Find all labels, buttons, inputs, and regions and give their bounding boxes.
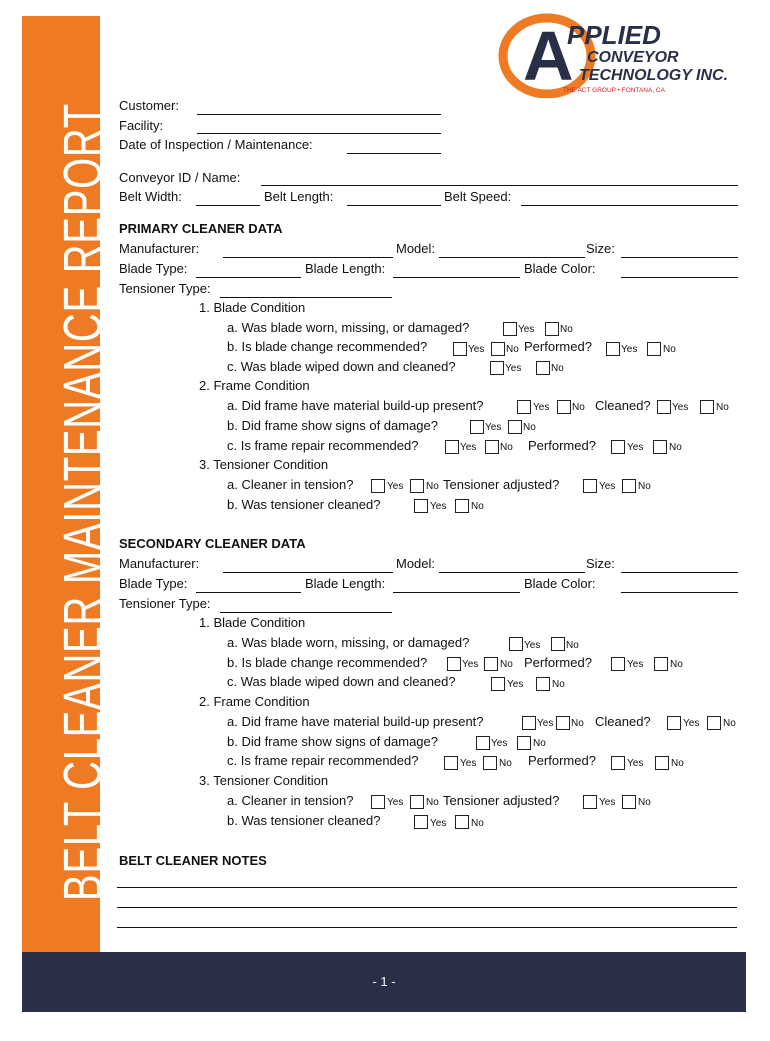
q-buildup: a. Did frame have material build-up present? [227,714,484,729]
logo-tagline: THE ACT GROUP • FONTANA, CA [563,87,665,94]
s-blade-length-field[interactable] [393,592,520,593]
no-label: No [671,758,684,769]
yes-label: Yes [683,718,700,729]
yes-label: Yes [627,659,644,670]
yes-label: Yes [672,402,689,413]
no-label: No [471,818,484,829]
s-tcleaned-yes-checkbox[interactable] [414,815,428,829]
p-wiped-no-checkbox[interactable] [536,361,550,375]
p-repair-performed-no-checkbox[interactable] [653,440,667,454]
no-label: No [638,797,651,808]
q-wiped: c. Was blade wiped down and cleaned? [227,359,456,374]
no-label: No [552,679,565,690]
yes-label: Yes [462,659,479,670]
s-buildup-no-checkbox[interactable] [556,716,570,730]
tensioner-type-label: Tensioner Type: [119,281,211,296]
belt-speed-field[interactable] [521,205,738,206]
no-label: No [500,442,513,453]
no-label: No [500,659,513,670]
q-wiped: c. Was blade wiped down and cleaned? [227,674,456,689]
report-title [52,0,114,1041]
no-label: No [566,640,579,651]
blade-type-label: Blade Type: [119,261,188,276]
yes-label: Yes [505,363,522,374]
frame-condition-heading: 2. Frame Condition [199,694,310,709]
tensioner-type-label: Tensioner Type: [119,596,211,611]
logo-line2: CONVEYOR [587,49,679,66]
no-label: No [723,718,736,729]
s-worn-yes-checkbox[interactable] [509,637,523,651]
yes-label: Yes [537,718,554,729]
date-field[interactable] [347,153,441,154]
p-change-no-checkbox[interactable] [491,342,505,356]
p-damage-yes-checkbox[interactable] [470,420,484,434]
p-repair-yes-checkbox[interactable] [445,440,459,454]
no-label: No [571,718,584,729]
blade-condition-heading: 1. Blade Condition [199,300,306,315]
s-performed-no-checkbox[interactable] [654,657,668,671]
q-change: b. Is blade change recommended? [227,339,428,354]
manufacturer-label: Manufacturer: [119,241,200,256]
no-label: No [716,402,729,413]
s-adjusted-yes-checkbox[interactable] [583,795,597,809]
p-buildup-no-checkbox[interactable] [557,400,571,414]
yes-label: Yes [627,758,644,769]
blade-type-label: Blade Type: [119,576,188,591]
yes-label: Yes [507,679,524,690]
yes-label: Yes [599,797,616,808]
yes-label: Yes [387,797,404,808]
tensioner-adjusted-label: Tensioner adjusted? [443,793,560,808]
p-repair-no-checkbox[interactable] [485,440,499,454]
sidebar-banner [22,16,113,956]
notes-line-1[interactable] [117,887,737,888]
q-tensioner-cleaned: b. Was tensioner cleaned? [227,813,381,828]
s-model-field[interactable] [439,572,585,573]
s-repair-performed-yes-checkbox[interactable] [611,756,625,770]
q-damage: b. Did frame show signs of damage? [227,734,438,749]
s-buildup-yes-checkbox[interactable] [522,716,536,730]
logo-line1: PPLIED [567,20,661,50]
no-label: No [551,363,564,374]
company-logo [497,12,737,98]
p-blade-type-field[interactable] [196,277,301,278]
s-size-field[interactable] [621,572,738,573]
yes-label: Yes [621,344,638,355]
facility-label: Facility: [119,118,164,133]
q-damage: b. Did frame show signs of damage? [227,418,438,433]
conveyor-field[interactable] [261,185,738,186]
no-label: No [523,422,536,433]
notes-line-3[interactable] [117,927,737,928]
s-change-no-checkbox[interactable] [484,657,498,671]
p-performed-yes-checkbox[interactable] [606,342,620,356]
p-model-field[interactable] [439,257,585,258]
q-tensioner-cleaned: b. Was tensioner cleaned? [227,497,381,512]
belt-width-label: Belt Width: [119,189,182,204]
q-repair: c. Is frame repair recommended? [227,438,419,453]
p-tension-no-checkbox[interactable] [410,479,424,493]
s-damage-yes-checkbox[interactable] [476,736,490,750]
s-wiped-no-checkbox[interactable] [536,677,550,691]
logo-letter: A [523,17,574,95]
blade-color-label: Blade Color: [524,576,596,591]
yes-label: Yes [460,758,477,769]
report-title-text: BELT CLEANER MAINTENANCE REPORT [53,103,113,901]
yes-label: Yes [491,738,508,749]
p-performed-no-checkbox[interactable] [647,342,661,356]
performed-label: Performed? [528,438,596,453]
p-buildup-yes-checkbox[interactable] [517,400,531,414]
manufacturer-label: Manufacturer: [119,556,200,571]
no-label: No [499,758,512,769]
performed-label: Performed? [524,339,592,354]
p-tension-yes-checkbox[interactable] [371,479,385,493]
no-label: No [426,481,439,492]
p-change-yes-checkbox[interactable] [453,342,467,356]
s-performed-yes-checkbox[interactable] [611,657,625,671]
yes-label: Yes [468,344,485,355]
secondary-heading: SECONDARY CLEANER DATA [119,536,306,551]
no-label: No [560,324,573,335]
s-cleaned-yes-checkbox[interactable] [667,716,681,730]
s-repair-no-checkbox[interactable] [483,756,497,770]
yes-label: Yes [460,442,477,453]
yes-label: Yes [485,422,502,433]
p-size-field[interactable] [621,257,738,258]
s-adjusted-no-checkbox[interactable] [622,795,636,809]
customer-field[interactable] [197,114,441,115]
belt-length-field[interactable] [347,205,441,206]
no-label: No [506,344,519,355]
no-label: No [572,402,585,413]
s-tensioner-type-field[interactable] [220,612,392,613]
yes-label: Yes [387,481,404,492]
cleaned-label: Cleaned? [595,714,651,729]
yes-label: Yes [430,501,447,512]
q-worn: a. Was blade worn, missing, or damaged? [227,635,470,650]
belt-speed-label: Belt Speed: [444,189,512,204]
p-cleaned-yes-checkbox[interactable] [657,400,671,414]
notes-line-2[interactable] [117,907,737,908]
no-label: No [670,659,683,670]
p-cleaned-no-checkbox[interactable] [700,400,714,414]
performed-label: Performed? [528,753,596,768]
p-tcleaned-yes-checkbox[interactable] [414,499,428,513]
s-worn-no-checkbox[interactable] [551,637,565,651]
p-repair-performed-yes-checkbox[interactable] [611,440,625,454]
q-change: b. Is blade change recommended? [227,655,428,670]
s-change-yes-checkbox[interactable] [447,657,461,671]
facility-field[interactable] [197,133,441,134]
s-damage-no-checkbox[interactable] [517,736,531,750]
blade-length-label: Blade Length: [305,261,386,276]
s-tcleaned-no-checkbox[interactable] [455,815,469,829]
date-label: Date of Inspection / Maintenance: [119,137,313,152]
blade-length-label: Blade Length: [305,576,386,591]
s-tension-no-checkbox[interactable] [410,795,424,809]
yes-label: Yes [524,640,541,651]
footer-bar [22,952,746,1012]
p-manufacturer-field[interactable] [223,257,393,258]
conveyor-label: Conveyor ID / Name: [119,170,241,185]
yes-label: Yes [533,402,550,413]
belt-length-label: Belt Length: [264,189,334,204]
performed-label: Performed? [524,655,592,670]
s-blade-color-field[interactable] [621,592,738,593]
yes-label: Yes [518,324,535,335]
s-repair-performed-no-checkbox[interactable] [655,756,669,770]
page-number: - 1 - [372,974,396,989]
no-label: No [426,797,439,808]
s-tension-yes-checkbox[interactable] [371,795,385,809]
p-blade-color-field[interactable] [621,277,738,278]
no-label: No [663,344,676,355]
no-label: No [471,501,484,512]
blade-color-label: Blade Color: [524,261,596,276]
size-label: Size: [586,556,615,571]
q-tension: a. Cleaner in tension? [227,477,354,492]
yes-label: Yes [599,481,616,492]
yes-label: Yes [627,442,644,453]
p-worn-no-checkbox[interactable] [545,322,559,336]
customer-label: Customer: [119,98,179,113]
size-label: Size: [586,241,615,256]
q-tension: a. Cleaner in tension? [227,793,354,808]
tensioner-adjusted-label: Tensioner adjusted? [443,477,560,492]
s-wiped-yes-checkbox[interactable] [491,677,505,691]
notes-heading: BELT CLEANER NOTES [119,853,267,868]
s-blade-type-field[interactable] [196,592,301,593]
model-label: Model: [396,241,436,256]
p-wiped-yes-checkbox[interactable] [490,361,504,375]
p-worn-yes-checkbox[interactable] [503,322,517,336]
q-worn: a. Was blade worn, missing, or damaged? [227,320,470,335]
cleaned-label: Cleaned? [595,398,651,413]
no-label: No [669,442,682,453]
s-cleaned-no-checkbox[interactable] [707,716,721,730]
q-repair: c. Is frame repair recommended? [227,753,419,768]
logo-line3: TECHNOLOGY INC. [579,67,729,84]
p-blade-length-field[interactable] [393,277,520,278]
p-tcleaned-no-checkbox[interactable] [455,499,469,513]
model-label: Model: [396,556,436,571]
q-buildup: a. Did frame have material build-up present? [227,398,484,413]
no-label: No [533,738,546,749]
p-tensioner-type-field[interactable] [220,297,392,298]
belt-width-field[interactable] [196,205,260,206]
p-damage-no-checkbox[interactable] [508,420,522,434]
p-adjusted-yes-checkbox[interactable] [583,479,597,493]
primary-heading: PRIMARY CLEANER DATA [119,221,283,236]
yes-label: Yes [430,818,447,829]
s-repair-yes-checkbox[interactable] [444,756,458,770]
blade-condition-heading: 1. Blade Condition [199,615,306,630]
s-manufacturer-field[interactable] [223,572,393,573]
p-adjusted-no-checkbox[interactable] [622,479,636,493]
frame-condition-heading: 2. Frame Condition [199,378,310,393]
tensioner-condition-heading: 3. Tensioner Condition [199,773,329,788]
tensioner-condition-heading: 3. Tensioner Condition [199,457,329,472]
no-label: No [638,481,651,492]
